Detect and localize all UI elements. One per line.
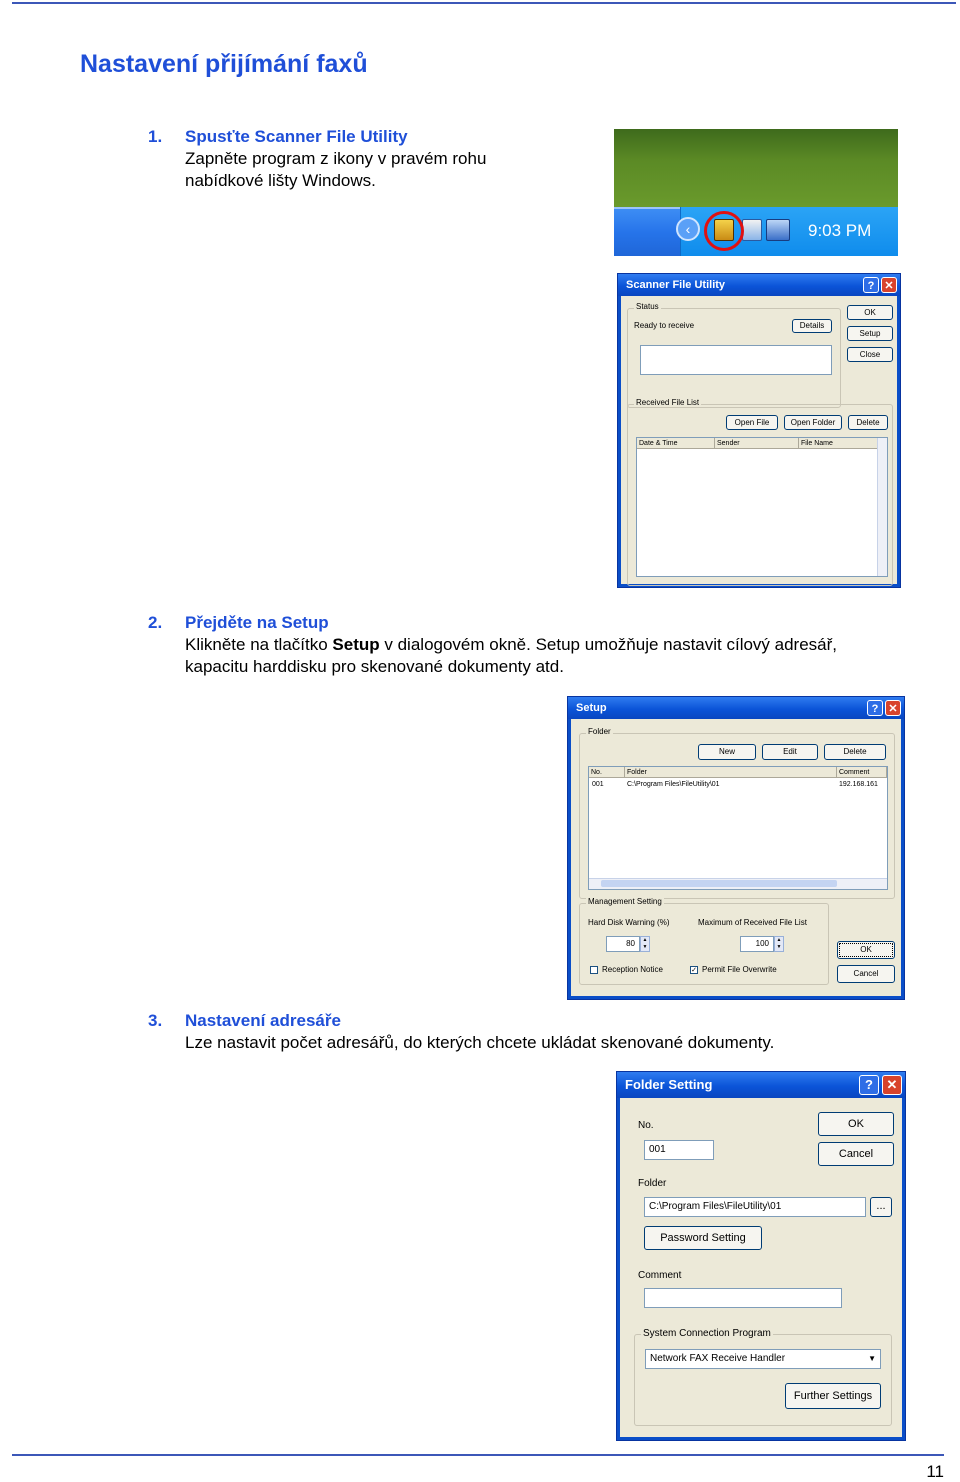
new-button[interactable]: New xyxy=(698,744,756,760)
table-row[interactable] xyxy=(589,781,887,792)
program-select-value: Network FAX Receive Handler xyxy=(650,1353,786,1364)
delete-button[interactable]: Delete xyxy=(848,415,888,430)
comment-input[interactable] xyxy=(644,1288,842,1308)
step-title: Nastavení adresáře xyxy=(185,1011,341,1030)
status-box xyxy=(640,345,832,375)
step-number: 2. xyxy=(148,613,163,632)
received-file-table[interactable] xyxy=(636,437,888,577)
open-folder-button[interactable]: Open Folder xyxy=(784,415,842,430)
comment-label: Comment xyxy=(638,1270,682,1281)
group-label: System Connection Program xyxy=(643,1328,771,1339)
permit-overwrite-checkbox[interactable]: ✓ xyxy=(691,967,697,974)
window-title: Scanner File Utility xyxy=(626,279,726,291)
window-title: Folder Setting xyxy=(625,1077,713,1092)
further-settings-button[interactable]: Further Settings xyxy=(785,1383,881,1409)
column-header[interactable]: File Name xyxy=(799,438,879,449)
step-3 xyxy=(148,1010,948,1054)
window-client xyxy=(571,719,901,996)
no-label: No. xyxy=(638,1120,654,1131)
max-list-label: Maximum of Received File List xyxy=(698,918,807,927)
cancel-button[interactable]: Cancel xyxy=(818,1142,894,1166)
row-folder: C:\Program Files\FileUtility\01 xyxy=(627,781,720,788)
group-label: Received File List xyxy=(636,398,700,407)
max-list-input[interactable]: 100 xyxy=(740,936,774,952)
column-header[interactable]: Date & Time xyxy=(637,438,715,449)
edit-button[interactable]: Edit xyxy=(762,744,818,760)
page-number: 11 xyxy=(926,1462,944,1481)
open-file-button[interactable]: Open File xyxy=(726,415,778,430)
program-select[interactable] xyxy=(645,1349,881,1369)
reception-notice-checkbox[interactable] xyxy=(590,966,598,974)
received-file-list-group xyxy=(627,398,893,586)
page-title: Nastavení přijímání faxů xyxy=(80,50,368,78)
browse-button[interactable]: ... xyxy=(870,1197,892,1217)
scrollbar-thumb[interactable] xyxy=(601,880,837,887)
window-titlebar xyxy=(618,274,900,296)
column-header[interactable]: Folder xyxy=(625,767,837,778)
top-rule xyxy=(12,2,956,4)
reception-notice-label: Reception Notice xyxy=(602,965,663,974)
password-setting-button[interactable]: Password Setting xyxy=(644,1226,762,1250)
setup-button[interactable]: Setup xyxy=(847,326,893,341)
printer-tray-icon[interactable] xyxy=(742,219,762,241)
row-comment: 192.168.161 xyxy=(839,781,878,788)
folder-setting-window xyxy=(616,1071,906,1441)
help-icon[interactable]: ? xyxy=(859,1075,879,1095)
step-2 xyxy=(148,612,948,678)
step-text-bold: Setup xyxy=(332,635,380,654)
ok-button[interactable]: OK xyxy=(847,305,893,320)
step-text-line: kapacitu harddisku pro skenované dokumenty atd. xyxy=(185,657,564,676)
taskbar-screenshot xyxy=(614,129,898,256)
show-hidden-icons-arrow[interactable]: ‹ xyxy=(676,217,700,241)
group-label: Folder xyxy=(588,727,611,736)
permit-overwrite-label: Permit File Overwrite xyxy=(702,965,777,974)
help-icon[interactable]: ? xyxy=(867,700,883,716)
horizontal-scrollbar[interactable] xyxy=(589,878,887,889)
no-input[interactable]: 001 xyxy=(644,1140,714,1160)
step-text-line: Lze nastavit počet adresářů, do kterých chcete ukládat skenované dokumenty. xyxy=(185,1033,775,1052)
network-tray-icon[interactable] xyxy=(766,219,790,241)
hdd-warning-spinner[interactable]: ▲ ▼ xyxy=(640,936,650,952)
close-icon[interactable]: ✕ xyxy=(881,277,897,293)
system-connection-program-group xyxy=(634,1328,892,1426)
scanner-file-utility-window xyxy=(617,273,901,588)
close-icon[interactable]: ✕ xyxy=(885,700,901,716)
folder-input[interactable]: C:\Program Files\FileUtility\01 xyxy=(644,1197,866,1217)
folder-label: Folder xyxy=(638,1178,667,1189)
group-label: Status xyxy=(636,302,659,311)
step-title: Spusťte Scanner File Utility xyxy=(185,127,408,146)
status-text: Ready to receive xyxy=(634,321,695,330)
step-text: v dialogovém okně. Setup umožňuje nastavit cílový adresář, xyxy=(379,635,838,654)
column-header[interactable]: Comment xyxy=(837,767,887,778)
close-icon[interactable]: ✕ xyxy=(882,1075,902,1095)
folder-table[interactable] xyxy=(588,766,888,890)
hdd-warning-input[interactable]: 80 xyxy=(606,936,640,952)
status-group xyxy=(627,302,841,408)
bottom-rule xyxy=(12,1454,944,1456)
vertical-scrollbar[interactable] xyxy=(877,438,887,576)
step-number: 1. xyxy=(148,127,163,146)
ok-button[interactable]: OK xyxy=(818,1112,894,1136)
folder-group xyxy=(579,727,895,899)
group-label: Management Setting xyxy=(588,897,662,906)
taskbar-clock: 9:03 PM xyxy=(808,221,872,240)
step-text-line xyxy=(185,634,948,656)
delete-button[interactable]: Delete xyxy=(824,744,886,760)
step-text-line: Zapněte program z ikony v pravém rohu xyxy=(185,149,487,168)
close-button[interactable]: Close xyxy=(847,347,893,362)
window-client xyxy=(621,296,897,584)
window-client xyxy=(620,1098,902,1437)
window-titlebar xyxy=(617,1072,905,1098)
cancel-button[interactable]: Cancel xyxy=(837,965,895,983)
row-no: 001 xyxy=(592,781,604,788)
chevron-down-icon: ▼ xyxy=(868,1354,876,1363)
max-list-spinner[interactable]: ▲ ▼ xyxy=(774,936,784,952)
step-title: Přejděte na Setup xyxy=(185,613,329,632)
step-1 xyxy=(148,126,486,192)
help-icon[interactable]: ? xyxy=(863,277,879,293)
step-number: 3. xyxy=(148,1011,163,1030)
setup-window xyxy=(567,696,905,1000)
hdd-warning-label: Hard Disk Warning (%) xyxy=(588,918,670,927)
column-header[interactable]: No. xyxy=(589,767,625,778)
step-text: Klikněte na tlačítko xyxy=(185,635,333,654)
step-text-line: nabídkové lišty Windows. xyxy=(185,171,376,190)
window-titlebar xyxy=(568,697,904,719)
window-title: Setup xyxy=(576,702,607,714)
highlight-circle xyxy=(704,211,744,251)
column-header[interactable]: Sender xyxy=(715,438,799,449)
ok-button[interactable]: OK xyxy=(837,941,895,959)
management-setting-group xyxy=(579,897,829,985)
details-button[interactable]: Details xyxy=(792,319,832,333)
desktop-background xyxy=(614,129,898,207)
